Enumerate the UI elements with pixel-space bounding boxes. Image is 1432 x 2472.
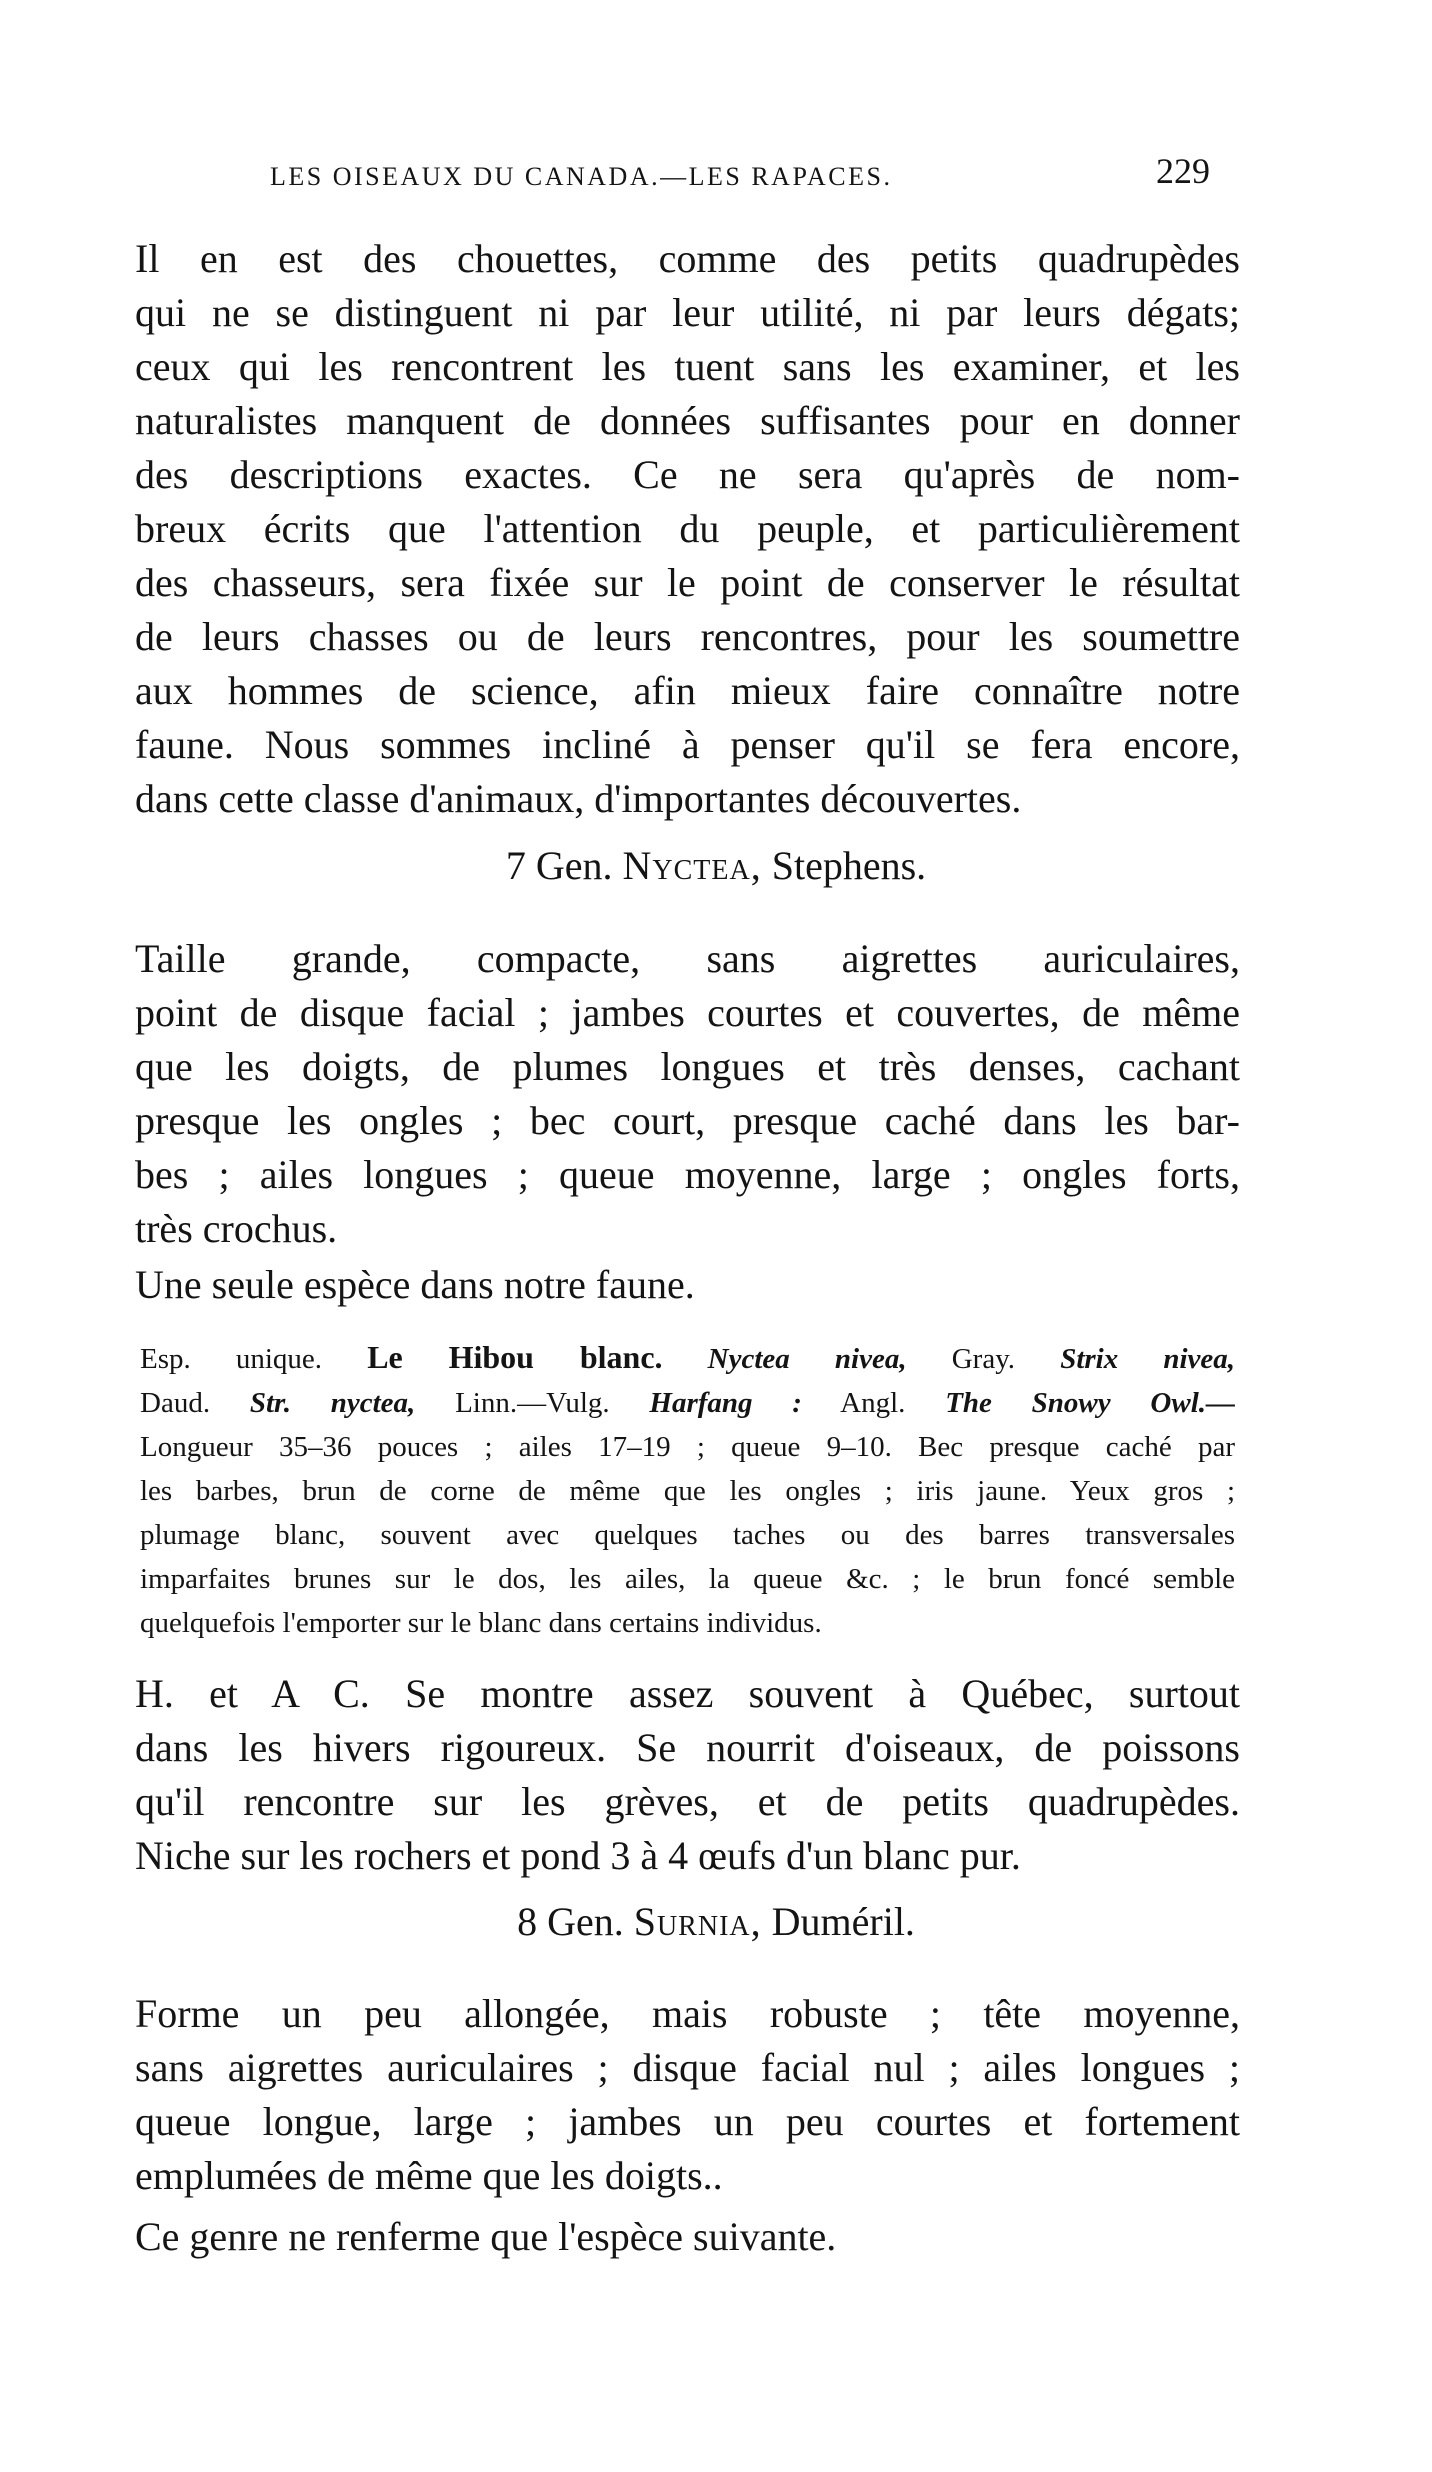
one-species-note	[50, 1258, 1240, 1312]
scientific-name: Nyctea nivea,	[707, 1343, 907, 1375]
genus-number: 8 Gen.	[517, 1899, 624, 1944]
text-line: des descriptions exactes. Ce ne sera qu'après de nom-	[135, 452, 1240, 497]
text-line: sans aigrettes auriculaires ; disque facial nul ; ailes longues ;	[135, 2045, 1240, 2090]
text-line: faune. Nous sommes incliné à penser qu'il se fera encore,	[135, 722, 1240, 767]
text-line: H. et A C. Se montre assez souvent à Québec, surtout	[135, 1671, 1240, 1716]
text-line: aux hommes de science, afin mieux faire connaître notre	[135, 668, 1240, 713]
surnia-description	[50, 1987, 1240, 2203]
english-label: Angl.	[840, 1387, 906, 1419]
text-line: plumage blanc, souvent avec quelques taches ou des barres transversales	[140, 1519, 1235, 1551]
text-line: quelquefois l'emporter sur le blanc dans certains individus.	[140, 1607, 822, 1639]
genus-name: Nyctea,	[622, 843, 762, 888]
vulgar-name: Harfang :	[649, 1387, 802, 1419]
text-line: imparfaites brunes sur le dos, les ailes, la queue &c. ; le brun foncé semble	[140, 1563, 1235, 1595]
genus-author: Stephens.	[771, 843, 927, 888]
species-entry-snowy-owl	[75, 1335, 1235, 1645]
text-line: Longueur 35–36 pouces ; ailes 17–19 ; queue 9–10. Bec presque caché par	[140, 1431, 1235, 1463]
text-line: breux écrits que l'attention du peuple, et particulièrement	[135, 506, 1240, 551]
text-line: qu'il rencontre sur les grèves, et de petits quadrupèdes.	[135, 1779, 1240, 1824]
text-line: queue longue, large ; jambes un peu courtes et fortement	[135, 2099, 1240, 2144]
species-common-name: Le Hibou blanc.	[367, 1339, 663, 1375]
genus-author: Duméril.	[771, 1899, 915, 1944]
text-line: que les doigts, de plumes longues et très denses, cachant	[135, 1044, 1240, 1089]
text-line: très crochus.	[135, 1206, 338, 1251]
text-line: emplumées de même que les doigts..	[135, 2153, 723, 2198]
species-entry-second-line	[75, 1381, 1235, 1425]
text-line: des chasseurs, sera fixée sur le point de conserver le résultat	[135, 560, 1240, 605]
text-line: Il en est des chouettes, comme des petits quadrupèdes	[135, 236, 1240, 281]
text-line: ceux qui les rencontrent les tuent sans les examiner, et les	[135, 344, 1240, 389]
nyctea-description	[50, 932, 1240, 1256]
genus-number: 7 Gen.	[505, 843, 613, 888]
surnia-note	[50, 2210, 1240, 2264]
text-line: Taille grande, compacte, sans aigrettes auriculaires,	[135, 936, 1240, 981]
species-lead: Esp. unique.	[140, 1343, 323, 1375]
text-line: Ce genre ne renferme que l'espèce suivante.	[135, 2214, 837, 2259]
intro-paragraph	[50, 232, 1240, 826]
text-line: qui ne se distinguent ni par leur utilité, ni par leurs dégats;	[135, 290, 1240, 335]
scientific-name: Strix nivea,	[1060, 1343, 1236, 1375]
text-line: presque les ongles ; bec court, presque caché dans les bar-	[135, 1098, 1240, 1143]
scientific-name: Str. nyctea,	[249, 1387, 416, 1419]
page-number: 229	[1156, 151, 1210, 191]
text-line: point de disque facial ; jambes courtes et couvertes, de même	[135, 990, 1240, 1035]
genus-heading-surnia	[0, 1898, 1432, 1945]
authority: Gray.	[951, 1343, 1016, 1375]
authority: Linn.—Vulg.	[455, 1387, 610, 1419]
genus-name: Surnia,	[633, 1899, 762, 1944]
english-name: The Snowy Owl.—	[945, 1387, 1236, 1419]
text-line: dans les hivers rigoureux. Se nourrit d'oiseaux, de poissons	[135, 1725, 1240, 1770]
text-line: de leurs chasses ou de leurs rencontres, pour les soumettre	[135, 614, 1240, 659]
text-line: Forme un peu allongée, mais robuste ; tête moyenne,	[135, 1991, 1240, 2036]
text-line: dans cette classe d'animaux, d'importantes découvertes.	[135, 776, 1022, 821]
genus-heading-nyctea	[0, 842, 1432, 889]
authority: Daud.	[140, 1387, 211, 1419]
text-line: Une seule espèce dans notre faune.	[135, 1262, 695, 1307]
running-title: LES OISEAUX DU CANADA.—LES RAPACES.	[270, 162, 893, 191]
species-entry-first-line	[75, 1335, 1235, 1381]
running-header	[270, 150, 1210, 200]
text-line: naturalistes manquent de données suffisantes pour en donner	[135, 398, 1240, 443]
habitat-paragraph	[50, 1667, 1240, 1883]
text-line: les barbes, brun de corne de même que les ongles ; iris jaune. Yeux gros ;	[140, 1475, 1235, 1507]
text-line: bes ; ailes longues ; queue moyenne, large ; ongles forts,	[135, 1152, 1240, 1197]
text-line: Niche sur les rochers et pond 3 à 4 œufs d'un blanc pur.	[135, 1833, 1021, 1878]
